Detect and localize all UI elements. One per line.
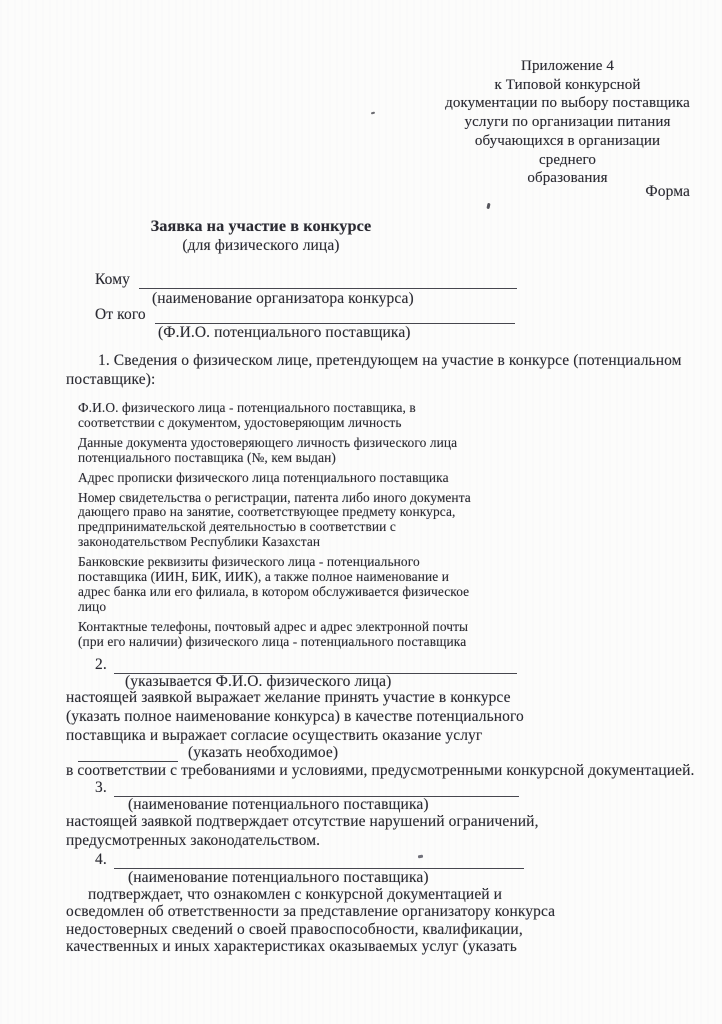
body-line: предусмотренных законодательством.: [66, 832, 321, 849]
body-line: (указать полное наименование конкурса) в качестве потенциального: [66, 708, 524, 726]
appendix-line-2: к Типовой конкурсной: [494, 76, 641, 93]
document-subtitle: (для физического лица): [182, 237, 340, 254]
field-line: Номер свидетельства о регистрации, патента либо иного документа: [78, 489, 471, 505]
section3-number: 3.: [95, 779, 107, 796]
document-title: Заявка на участие в конкурсе: [150, 217, 372, 235]
appendix-line-4: услуги по организации питания: [464, 114, 671, 131]
sender-row: [95, 305, 515, 324]
appendix-line-3: документации по выбору поставщика: [445, 95, 690, 112]
section4-caption: (наименование потенциального поставщика): [128, 869, 429, 886]
section2-body: [66, 688, 524, 746]
field-line: соответствии с документом, удостоверяющим личность: [78, 414, 402, 430]
field-item-fio: [78, 401, 548, 431]
field-item-id-document: [78, 436, 548, 466]
section3-body: [66, 812, 539, 850]
scan-speck: [486, 203, 490, 209]
section4-blank-line: [114, 853, 524, 869]
field-item-address: [78, 471, 548, 486]
fill-blank-line: [78, 746, 178, 762]
sender-blank-line: [155, 308, 515, 324]
section2-number: 2.: [95, 656, 107, 673]
recipient-row: [95, 270, 517, 289]
section4-body-first-line: подтверждает, что ознакомлен с конкурсной документацией и: [88, 886, 503, 903]
body-line: недостоверных сведений о своей правоспособности, квалификации,: [66, 920, 523, 938]
form-label: Форма: [645, 183, 690, 200]
section2-caption: (указывается Ф.И.О. физического лица): [125, 673, 392, 690]
field-item-registration: [78, 491, 548, 551]
body-line: настоящей заявкой выражает желание принять участие в конкурсе: [66, 689, 511, 706]
scan-speck: [371, 112, 375, 115]
field-line: Контактные телефоны, почтовый адрес и адрес электронной почты: [78, 618, 469, 634]
recipient-blank-line: [139, 273, 517, 289]
field-item-bank-details: [78, 555, 548, 615]
body-line: качественных и иных характеристиках оказываемых услуг (указать: [66, 938, 517, 956]
recipient-caption: (наименование организатора конкурса): [152, 290, 414, 307]
field-line: Данные документа удостоверяющего личность физического лица: [78, 434, 458, 450]
field-line: законодательством Республики Казахстан: [78, 534, 321, 550]
sender-label: От кого: [95, 306, 146, 323]
appendix-line-6: образования: [527, 170, 608, 187]
section1-heading-line2: поставщике):: [66, 371, 156, 388]
field-line: поставщика (ИИН, БИК, ИИК), а также полное наименование и: [78, 569, 450, 585]
sender-caption: (Ф.И.О. потенциального поставщика): [158, 324, 411, 341]
field-line: (при его наличии) физического лица - потенциального поставщика: [78, 633, 467, 649]
field-line: потенциального поставщика (№, кем выдан): [78, 449, 336, 465]
section2-fill-row: [78, 743, 338, 762]
field-line: дающего право на занятие, соответствующее предмету конкурса,: [78, 504, 456, 520]
title-block: [100, 216, 422, 256]
recipient-label: Кому: [95, 271, 130, 288]
field-line: предпринимательской деятельностью в соответствии с: [78, 519, 396, 535]
section1-field-list: [78, 401, 548, 655]
field-line: Адрес прописки физического лица потенциального поставщика: [78, 469, 449, 485]
field-line: лицо: [78, 598, 107, 614]
appendix-line-5: обучающихся в организации среднего: [474, 132, 661, 168]
body-line: осведомлен об ответственности за представление организатору конкурса: [66, 903, 556, 920]
field-item-contacts: [78, 620, 548, 650]
section4-body: [66, 903, 555, 956]
section3-caption: (наименование потенциального поставщика): [128, 796, 429, 813]
fill-caption: (указать необходимое): [188, 744, 339, 761]
appendix-header: [445, 57, 690, 188]
field-line: Ф.И.О. физического лица - потенциального поставщика, в: [78, 400, 416, 415]
appendix-line-1: Приложение 4: [521, 58, 614, 74]
section2-closing: в соответствии с требованиями и условиями, предусмотренными конкурсной документацией.: [66, 762, 695, 779]
body-line: поставщика и выражает согласие осуществить оказание услуг: [66, 727, 483, 745]
field-line: Банковские реквизиты физического лица - потенциального: [78, 554, 420, 570]
body-line: настоящей заявкой подтверждает отсутствие нарушений ограничений,: [66, 813, 539, 830]
section4-number-row: [95, 850, 524, 869]
section1-heading-line1: 1. Сведения о физическом лице, претендующем на участие в конкурсе (потенциальном: [98, 352, 682, 369]
section4-number: 4.: [95, 851, 107, 868]
field-line: адрес банка или его филиала, в котором обслуживается физическое: [78, 583, 470, 599]
